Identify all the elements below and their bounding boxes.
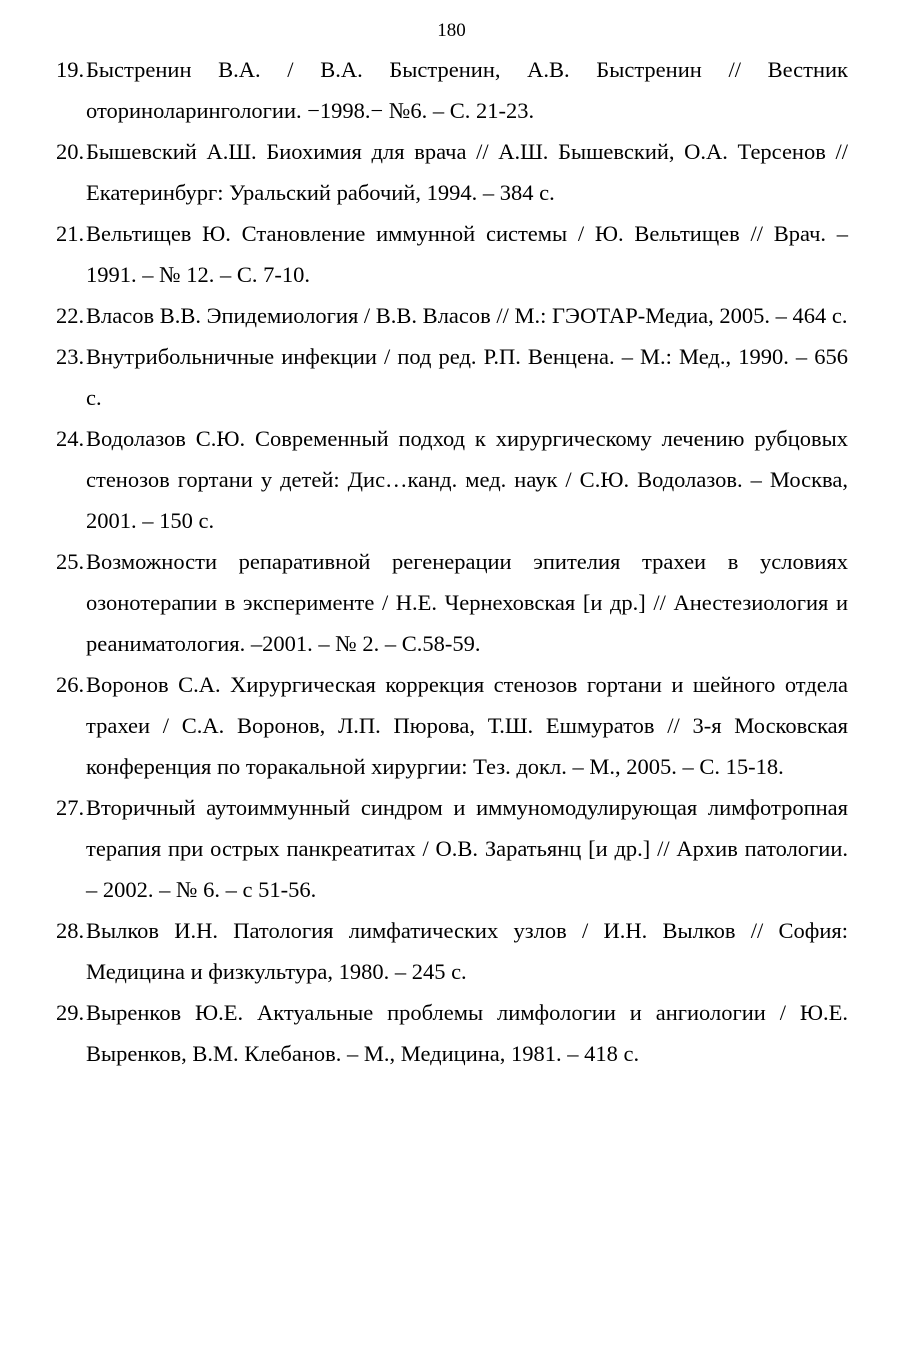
reference-item (56, 787, 848, 910)
reference-text: Быстренин В.А. / В.А. Быстренин, А.В. Быстренин // Вестник оториноларингологии. −1998.− №6. – С. 21-23. (86, 57, 848, 123)
reference-list (56, 49, 848, 1074)
reference-item (56, 541, 848, 664)
reference-text: Воронов С.А. Хирургическая коррекция стенозов гортани и шейного отдела трахеи / С.А. Воронов, Л.П. Пюрова, Т.Ш. Ешмуратов // 3-я Московская конференция по торакальной хирургии: Тез. докл. – М., 2005. – С. 15-18. (86, 672, 848, 779)
reference-text: Вторичный аутоиммунный синдром и иммуномодулирующая лимфотропная терапия при острых панкреатитах / О.В. Заратьянц [и др.] // Архив патологии. – 2002. – № 6. – с 51-56. (86, 795, 848, 902)
reference-item (56, 49, 848, 131)
reference-item (56, 664, 848, 787)
page-number: 180 (437, 20, 466, 41)
reference-number: 26. (56, 672, 85, 697)
reference-number: 25. (56, 549, 85, 574)
reference-number: 23. (56, 344, 85, 369)
reference-text: Возможности репаративной регенерации эпителия трахеи в условиях озонотерапии в эксперименте / Н.Е. Чернеховская [и др.] // Анестезиология и реаниматология. –2001. – № 2. – С.58-59. (86, 549, 848, 656)
reference-item (56, 131, 848, 213)
reference-item (56, 336, 848, 418)
reference-number: 28. (56, 918, 85, 943)
reference-item (56, 418, 848, 541)
reference-number: 21. (56, 221, 85, 246)
reference-number: 22. (56, 303, 85, 328)
reference-number: 29. (56, 1000, 85, 1025)
reference-text: Вельтищев Ю. Становление иммунной системы / Ю. Вельтищев // Врач. – 1991. – № 12. – С. 7-10. (86, 221, 848, 287)
reference-number: 24. (56, 426, 85, 451)
reference-text: Власов В.В. Эпидемиология / В.В. Власов // М.: ГЭОТАР-Медиа, 2005. – 464 с. (86, 303, 848, 328)
reference-item (56, 910, 848, 992)
reference-item (56, 992, 848, 1074)
reference-item (56, 295, 848, 336)
reference-item (56, 213, 848, 295)
reference-text: Вылков И.Н. Патология лимфатических узлов / И.Н. Вылков // София: Медицина и физкультура, 1980. – 245 с. (86, 918, 848, 984)
reference-number: 20. (56, 139, 85, 164)
reference-text: Бышевский А.Ш. Биохимия для врача // А.Ш. Бышевский, О.А. Терсенов // Екатеринбург: Уральский рабочий, 1994. – 384 с. (86, 139, 848, 205)
reference-number: 27. (56, 795, 85, 820)
reference-number: 19. (56, 57, 85, 82)
reference-text: Внутрибольничные инфекции / под ред. Р.П. Венцена. – М.: Мед., 1990. – 656 с. (86, 344, 848, 410)
reference-text: Водолазов С.Ю. Современный подход к хирургическому лечению рубцовых стенозов гортани у детей: Дис…канд. мед. наук / С.Ю. Водолазов. – Москва, 2001. – 150 с. (86, 426, 848, 533)
reference-text: Выренков Ю.Е. Актуальные проблемы лимфологии и ангиологии / Ю.Е. Выренков, В.М. Клебанов. – М., Медицина, 1981. – 418 с. (86, 1000, 848, 1066)
